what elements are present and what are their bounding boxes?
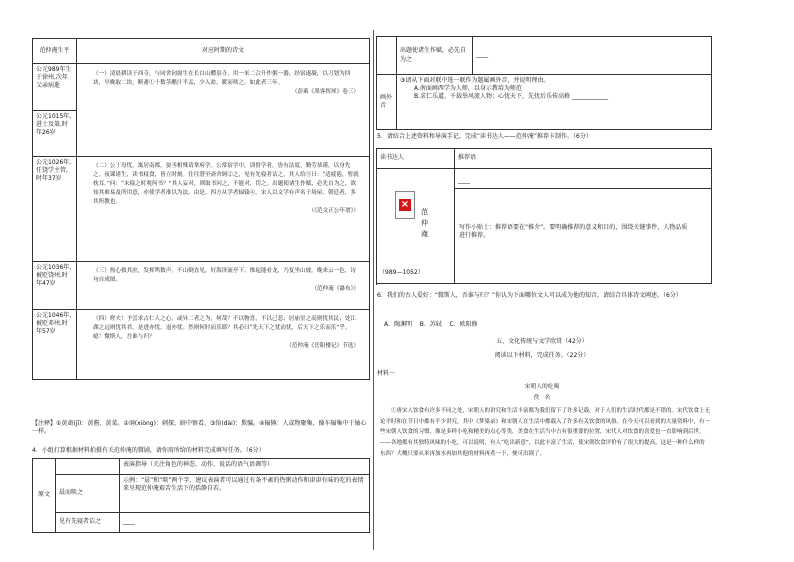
empty-header-cell (56, 459, 120, 475)
person-years: （989—1052） (379, 269, 424, 276)
article-author: 佚 名 (533, 395, 551, 401)
passage-4: （四）嗟夫！予尝求古仁人之心，或异二者之为，何哉？不以物喜，不以己悲；居庙堂之高则忧其民；处江湖之远则忧其君。是进亦忧，退亦忧。然则何时而乐耶？其必曰“先天下之忧而忧，后天下之乐而乐”乎。噫！微斯人，吾谁与归？ (93, 316, 356, 340)
works-cell-3 (77, 262, 370, 310)
blank-label-cell (377, 37, 397, 75)
works-cell-1 (77, 64, 370, 157)
question-6-prompt: 6．我们的古人爱好：“微斯人，吾谁与归？”你认为下面哪位文人可以成为他的知音，请结合具体诗文阐述。（6分） (377, 292, 682, 299)
material-one-label: 材料一 (377, 370, 396, 377)
task-quote: 见有先寝者诘之 (56, 513, 120, 533)
page-fold-line (373, 30, 374, 550)
example-quote: 晨而啖之 (56, 475, 120, 513)
passage-2: （二）公丁母忧，寓居南都，晏丞相殊请掌府学。公常宿学中，训督学者，皆有法度，勤劳恭谨，以身先之。夜课诸生，读书寝食，皆立时刻。往往潜至斋舍诇②之，见有先寝者诘之，其人给③曰：“适疲倦，暂就枕耳。”问：“未寝之时观何书？”其人妄对，则取书问之，不能对，罚之。出题使诸生作赋，必先自为之，欲知其难易及所用意，亦使学者准以为法。由是，四方从学者辐辏④。宋人以文学有声名于场屋、朝廷者，多其所教也。 (93, 163, 359, 205)
recommend-blank-line[interactable]: ____ (458, 177, 470, 184)
couplet-question-cell (397, 75, 712, 130)
voiceover-table (376, 36, 712, 130)
life-cell-1: 公元989年生于徐州,次年父亲病逝 (33, 64, 77, 111)
quote-answer-blank[interactable]: ____ (473, 37, 712, 75)
col-header-life: 范仲淹生平 (33, 39, 77, 64)
voiceover-label: 画外音 (377, 75, 397, 130)
article-title: 宋朝人的吃喝 (524, 384, 560, 390)
timeline-table (32, 38, 370, 380)
works-cell-2 (77, 157, 370, 262)
performance-guide-header: 表演指导（关注角色的神态、动作、说话的语气语调等） (120, 459, 370, 475)
passage-4-source: （范仲淹《岳阳楼记》节选） (286, 342, 359, 349)
col-header-works: 对应时期的诗文 (77, 39, 370, 64)
life-cell-3: 公元1026年,任饶学主管,时年37岁 (33, 157, 77, 262)
passage-1: （一）凌晨耕读于西寺，与同舍同窗生在长白山醴泉寺，用一米二合升作粥一器，经宿遂凝，以刀划为四块，早晚取二块，断齑①十数茎醋汁半盂，少入盐，暖而啖之。如此者三年。 (93, 71, 351, 86)
quote-cell: 出题使诸生作赋，必先自为之 (397, 37, 473, 75)
micro-drama-table (32, 458, 370, 533)
section-5-title: 五、文化传统与文学欣赏（42分） (496, 338, 588, 345)
couplet-option-b: B.求仁乐道，千载举风流人物；心忧天下，先忧后乐传高格 (414, 93, 571, 101)
works-cell-4 (77, 310, 370, 380)
recommend-card-table (376, 148, 712, 284)
couplet-option-b-line (400, 93, 708, 101)
portrait-cell (377, 169, 455, 284)
passage-2-source: （《范文正公年谱》） (308, 207, 359, 214)
person-name: 范仲淹 (421, 208, 428, 239)
question-6-options: A．陶渊明 B．苏轼 C．欧阳修 (384, 321, 478, 328)
life-cell-5: 公元1046年,被贬邓州,时年57岁 (33, 310, 77, 380)
couplet-answer-blank[interactable]: ____________ (571, 93, 608, 101)
passage-3-source: （范仲淹《瀑布》） (311, 285, 359, 292)
card-inner-divider (455, 188, 712, 189)
life-cell-4: 公元1036年,被贬饶州,时年47岁 (33, 262, 77, 310)
task-answer-blank[interactable]: ____ (120, 513, 370, 533)
question-4-prompt: 4．小组打算根据材料拍摄有关范仲淹的微剧，请你用所给的材料完成填写任务。（6分） (32, 447, 265, 454)
couplet-option-a: A.南面画西学为人师，以身示教培为师范 (414, 85, 522, 93)
yuanwen-label: 原文 (33, 459, 56, 533)
card-header-reader: 读书达人 (377, 149, 455, 169)
question-5-prompt: 5．请结合上述资料和导演手记，完成“读书达人——范仲淹”推荐卡制作。（6分） (377, 133, 592, 140)
passage-1-source: （彭乘《墨客挥犀》卷三） (291, 88, 359, 95)
annotation-notes: 【注释】①黄齑(jī)：黄酱、黄菜。②诇(xiòng)：刺探、暗中察看。③绐(dài)：欺骗。④辐辏：人或物聚集，像车辐集中于轴心一样。 (32, 420, 367, 436)
section-5-subtitle: 阅读以下材料，完成任务。（22分） (494, 352, 590, 359)
card-header-recommend: 推荐语 (455, 149, 712, 169)
couplet-question: ③请从下面对联中选一联作为题属画外音，并说明理由。 (400, 77, 550, 84)
life-cell-2: 公元1015年,进士及第,时年26岁 (33, 111, 77, 157)
passage-3: （三）热心救其庶，发挥鸣数声。不山倒直见，好海泽流亭下。惟起能看龙，乃复坐山坡。晚来云一色，诗句自成图。 (93, 268, 356, 283)
article-body: ①唐宋人饮食有许多不同之处，宋朝人的讲究和生活丰富都为我们留下了许多记载，对于人们的生活时代都是不错的。宋代饮食上无论平时和在节日中都有不少讲究，其中《梦粱录》和宋朝人在生活中都载入了许多有关饮食的风俗。在今天可以看到的大量资料中，有一些宋朝人饮食的习惯，像是多样小吃和精美的点心等类。美食在生活当中占有很重要的位置，宋代人对饮食的喜爱也一直影响到后世。——各地都有其独特风味的小吃，可以说明，有人“吃出新意”，以此丰富了生活，使宋朝饮食评价有了很大的提高，这是一种什么样的东西？大概只要从米再加水再加其他的材料再煮一下，便可出锅了。 (380, 408, 711, 457)
broken-image-icon: × (395, 191, 415, 219)
example-guide: 示例：“晨”和“啖”两个字，建议表演者可以通过有条不紊的热粥动作和津津有味的吃的表情来呈现范仲淹艰苦生活下的恬静自若。 (120, 475, 370, 513)
writing-tip: 写作小贴士：推荐语要在“推介”。要明确推荐的意义和目的，围绕关键事件，人物品质进行推荐。 (459, 224, 688, 240)
